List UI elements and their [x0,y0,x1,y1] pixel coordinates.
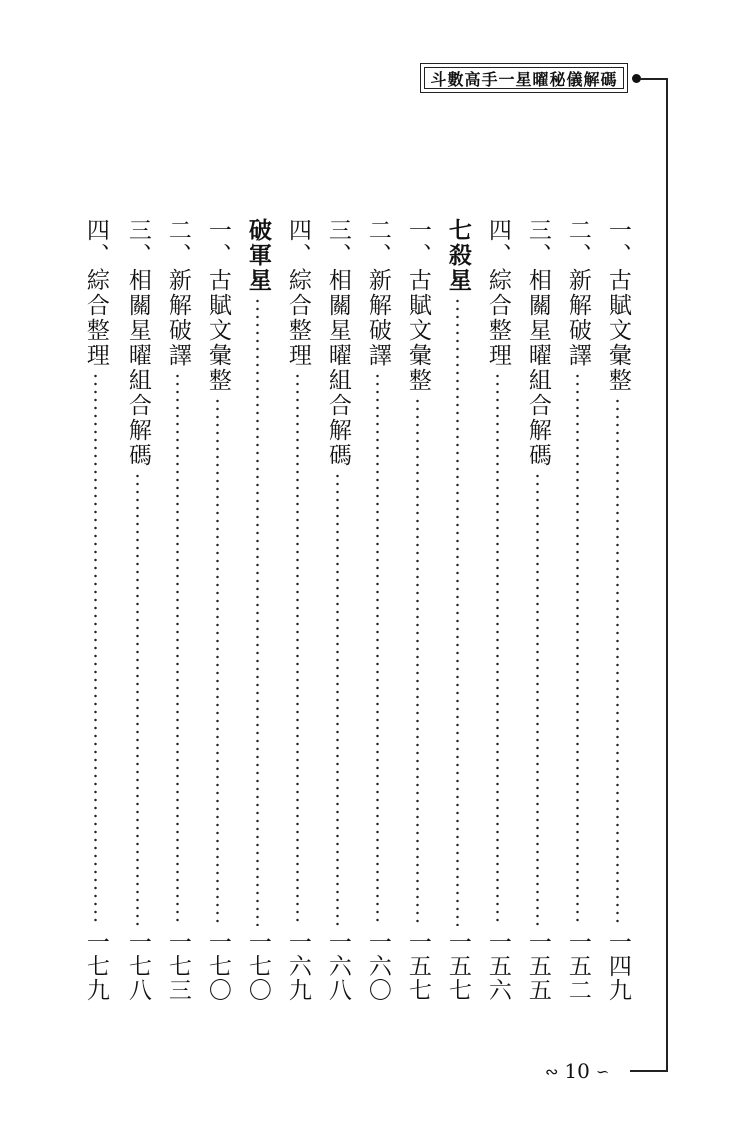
toc-entry-page: 一七八 [124,930,151,1002]
dot-leader [416,397,419,926]
toc-entry-page: 一六〇 [364,930,391,1002]
dot-leader [136,472,139,926]
toc-entry-page: 一七三 [164,930,191,1002]
dot-leader [176,372,179,926]
toc-entry-title: 四、綜合整理 [284,218,311,368]
page-footer [545,1058,609,1084]
toc-section-qisha[interactable] [440,218,474,1008]
dot-leader [576,372,579,926]
toc-section-title: 破軍星 [244,218,271,293]
dot-leader [616,397,619,926]
dot-leader [376,372,379,926]
toc-entry-title: 二、新解破譯 [364,218,391,368]
page-number: 10 [564,1059,590,1083]
toc-entry-page: 一四九 [604,930,631,1002]
running-header-title: 斗數高手一星曜秘儀解碼 [424,67,624,89]
dot-leader [256,297,259,926]
toc-entry[interactable] [600,218,634,1008]
toc-entry[interactable] [560,218,594,1008]
margin-rule [666,78,668,1072]
toc-entry-page: 一六九 [284,930,311,1002]
toc-entry-page: 一六八 [324,930,351,1002]
toc-entry[interactable] [200,218,234,1008]
toc-entry-page: 一五七 [404,930,431,1002]
toc-entry-title: 三、相關星曜組合解碼 [524,218,551,468]
toc-entry-page: 一七〇 [244,930,271,1002]
toc-entry-title: 一、古賦文彙整 [604,218,631,393]
header-rule [640,78,668,80]
toc-entry-page: 一五五 [524,930,551,1002]
ornament-left-icon: ∾ [545,1061,559,1081]
toc-entry-page: 一七〇 [204,930,231,1002]
toc-entry-title: 三、相關星曜組合解碼 [124,218,151,468]
toc-entry[interactable] [78,218,112,1008]
toc-entry-title: 一、古賦文彙整 [404,218,431,393]
toc-entry[interactable] [120,218,154,1008]
dot-leader [216,397,219,926]
toc-entry[interactable] [520,218,554,1008]
dot-leader [336,472,339,926]
toc-section-title: 七殺星 [444,218,471,293]
toc-entry-title: 四、綜合整理 [484,218,511,368]
toc-entry[interactable] [400,218,434,1008]
dot-leader [496,372,499,926]
toc-section-pojun[interactable] [240,218,274,1008]
toc-entry[interactable] [320,218,354,1008]
toc-entry-page: 一五七 [444,930,471,1002]
toc-entry-page: 一七九 [82,930,109,1002]
dot-leader [536,472,539,926]
footer-rule [630,1070,668,1072]
ornament-right-icon: ∽ [595,1061,610,1081]
toc-entry-page: 一五六 [484,930,511,1002]
dot-leader [94,372,97,926]
toc-entry-title: 二、新解破譯 [564,218,591,368]
toc-entry-title: 二、新解破譯 [164,218,191,368]
toc-entry[interactable] [480,218,514,1008]
toc-entry-title: 四、綜合整理 [82,218,109,368]
toc-entry[interactable] [280,218,314,1008]
toc-entry[interactable] [160,218,194,1008]
dot-leader [456,297,459,926]
toc-entry-title: 一、古賦文彙整 [204,218,231,393]
running-header [420,63,628,93]
dot-leader [296,372,299,926]
toc-entry-title: 三、相關星曜組合解碼 [324,218,351,468]
toc-entry-page: 一五二 [564,930,591,1002]
toc-entry[interactable] [360,218,394,1008]
